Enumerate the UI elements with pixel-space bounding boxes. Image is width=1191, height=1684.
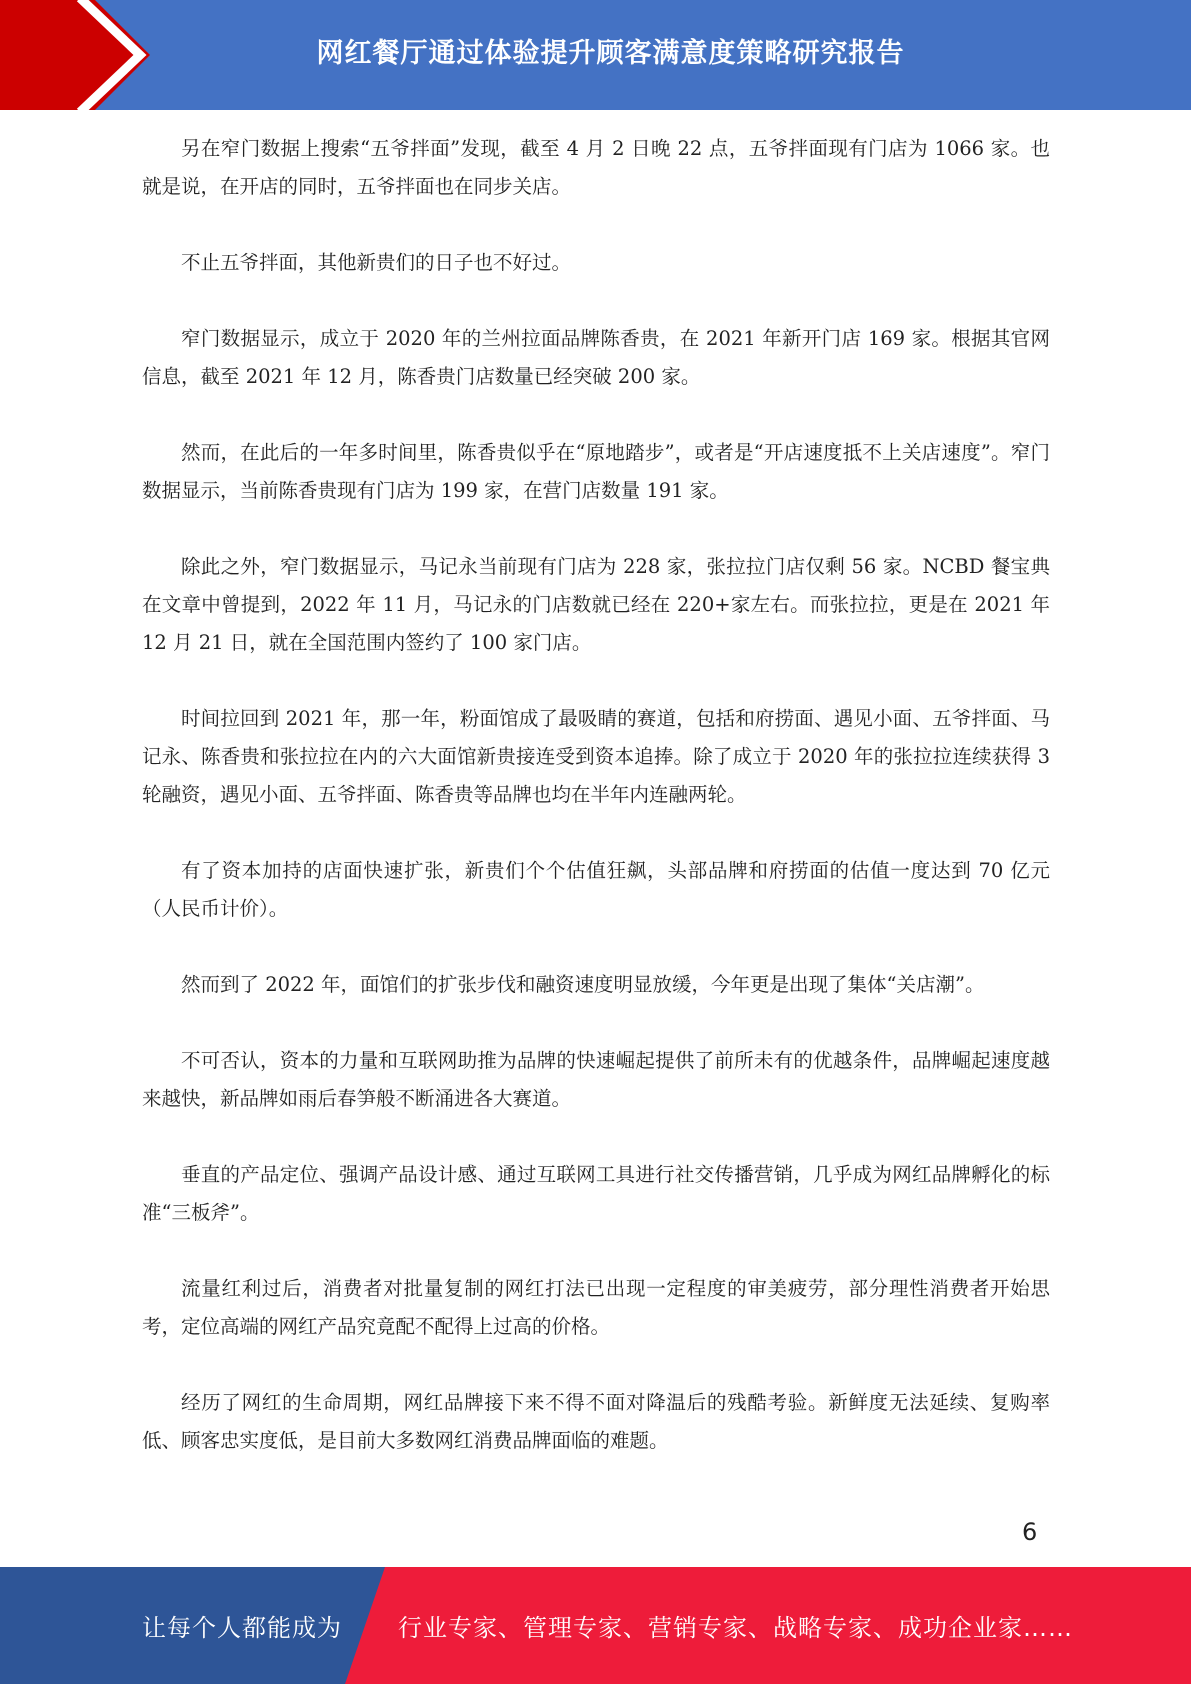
- paragraph: 除此之外，窄门数据显示，马记永当前现有门店为 228 家，张拉拉门店仅剩 56 家。NCBD 餐宝典在文章中曾提到，2022 年 11 月，马记永的门店数就已经在 220+家左右。而张拉拉，更是在 2021 年 12 月 21 日，就在全国范围内签约了 100 家门店。: [142, 555, 1050, 654]
- document-title: 网红餐厅通过体验提升顾客满意度策略研究报告: [316, 37, 905, 69]
- paragraph: 流量红利过后，消费者对批量复制的网红打法已出现一定程度的审美疲劳，部分理性消费者开始思考，定位高端的网红产品究竟配不配得上过高的价格。: [142, 1277, 1050, 1338]
- paragraph: 另在窄门数据上搜索“五爷拌面”发现，截至 4 月 2 日晚 22 点，五爷拌面现有门店为 1066 家。也就是说，在开店的同时，五爷拌面也在同步关店。: [142, 137, 1050, 198]
- footer-slogan-left: 让每个人都能成为: [142, 1614, 342, 1642]
- header-band: [0, 0, 1191, 110]
- paragraph: 垂直的产品定位、强调产品设计感、通过互联网工具进行社交传播营销，几乎成为网红品牌孵化的标准“三板斧”。: [142, 1163, 1050, 1224]
- paragraph: 然而，在此后的一年多时间里，陈香贵似乎在“原地踏步”，或者是“开店速度抵不上关店速度”。窄门数据显示，当前陈香贵现有门店为 199 家，在营门店数量 191 家。: [142, 441, 1050, 502]
- paragraph: 然而到了 2022 年，面馆们的扩张步伐和融资速度明显放缓，今年更是出现了集体“关店潮”。: [181, 973, 985, 996]
- paragraph: 时间拉回到 2021 年，那一年，粉面馆成了最吸睛的赛道，包括和府捞面、遇见小面、五爷拌面、马记永、陈香贵和张拉拉在内的六大面馆新贵接连受到资本追捧。除了成立于 2020 年的张拉拉连续获得 3 轮融资，遇见小面、五爷拌面、陈香贵等品牌也均在半年内连融两轮。: [142, 707, 1050, 806]
- page-number: 6: [1022, 1518, 1038, 1546]
- footer-slogan-right: 行业专家、管理专家、营销专家、战略专家、成功企业家……: [398, 1614, 1073, 1642]
- paragraph: 经历了网红的生命周期，网红品牌接下来不得不面对降温后的残酷考验。新鲜度无法延续、复购率低、顾客忠实度低，是目前大多数网红消费品牌面临的难题。: [142, 1391, 1050, 1452]
- footer-band: [0, 1567, 1191, 1684]
- paragraph: 不可否认，资本的力量和互联网助推为品牌的快速崛起提供了前所未有的优越条件，品牌崛起速度越来越快，新品牌如雨后春笋般不断涌进各大赛道。: [142, 1049, 1050, 1110]
- paragraph: 有了资本加持的店面快速扩张，新贵们个个估值狂飙，头部品牌和府捞面的估值一度达到 70 亿元（人民币计价）。: [142, 859, 1050, 920]
- paragraph: 不止五爷拌面，其他新贵们的日子也不好过。: [181, 251, 572, 274]
- paragraph: 窄门数据显示，成立于 2020 年的兰州拉面品牌陈香贵，在 2021 年新开门店 169 家。根据其官网信息，截至 2021 年 12 月，陈香贵门店数量已经突破 200 家。: [142, 327, 1050, 388]
- article-body: [142, 130, 1050, 1498]
